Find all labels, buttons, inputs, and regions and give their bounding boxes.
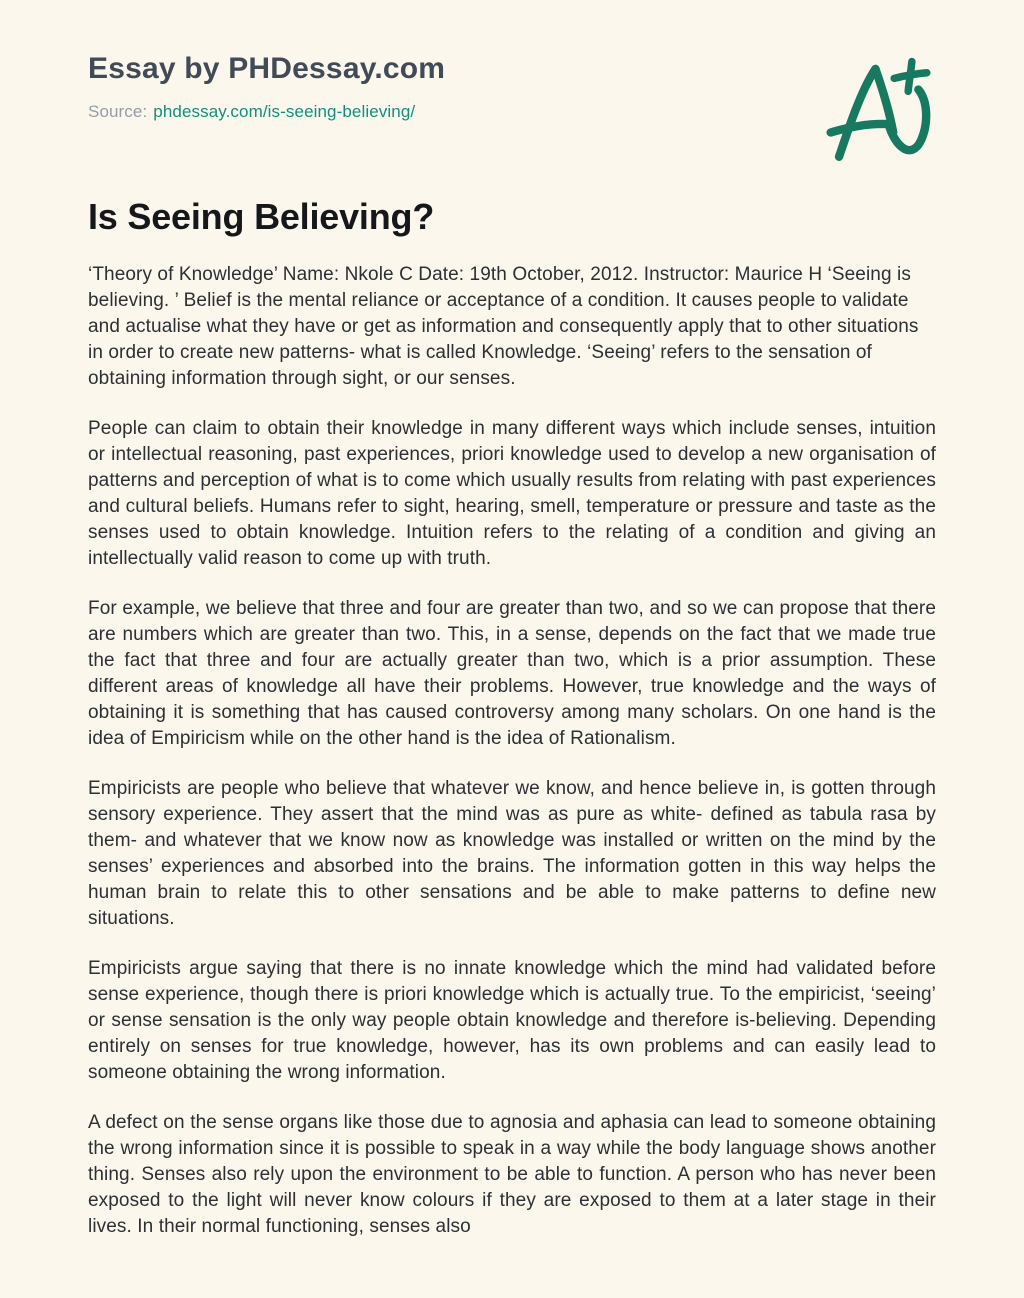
essay-paragraph: For example, we believe that three and four are greater than two, and so we can propose that there are numbers which are greater than two. This, in a sense, depends on the fact that we made true the fact that three and four are actually greater than two, which is a prior assumption. These different areas of knowledge all have their problems. However, true knowledge and the ways of obtaining it is something that has caused controversy among many scholars. On one hand is the idea of Empiricism while on the other hand is the idea of Rationalism. bbox=[88, 598, 936, 749]
essay-paragraph: People can claim to obtain their knowledge in many different ways which include senses, intuition or intellectual reasoning, past experiences, priori knowledge used to develop a new organisation of patterns and perception of what is to come which usually results from relating with past experiences and cultural beliefs. Humans refer to sight, hearing, smell, temperature or pressure and taste as the senses used to obtain knowledge. Intuition refers to the relating of a condition and giving an intellectually valid reason to come up with truth. bbox=[88, 418, 936, 569]
source-label: Source: bbox=[88, 102, 148, 121]
essay-paragraph: Empiricists argue saying that there is no innate knowledge which the mind had validated before sense experience, though there is priori knowledge which is actually true. To the empiricist, ‘seeing’ or sense sensation is the only way people obtain knowledge and therefore is-believing. Depending entirely on senses for true knowledge, however, has its own problems and can easily lead to someone obtaining the wrong information. bbox=[88, 958, 936, 1083]
page-header bbox=[88, 52, 936, 122]
header-title: Essay by PHDessay.com bbox=[88, 52, 446, 85]
essay-paragraph: ‘Theory of Knowledge’ Name: Nkole C Date: 19th October, 2012. Instructor: Maurice H ‘Seeing is believing. ’ Belief is the mental reliance or acceptance of a condition. It causes people to validate and actualise what they have or get as information and consequently apply that to other situations in order to create new patterns- what is called Knowledge. ‘Seeing’ refers to the sensation of obtaining information through sight, or our senses. bbox=[88, 264, 919, 389]
essay-paragraph: Empiricists are people who believe that whatever we know, and hence believe in, is gotten through sensory experience. They assert that the mind was as pure as white- defined as tabula rasa by them- and whatever that we know now as knowledge was installed or written on the mind by the senses’ experiences and absorbed into the brains. The information gotten in this way helps the human brain to relate this to other sensations and be able to make patterns to define new situations. bbox=[88, 778, 936, 929]
source-row bbox=[88, 102, 936, 122]
essay-title: Is Seeing Believing? bbox=[88, 196, 435, 237]
essay-body bbox=[88, 262, 936, 1240]
source-link[interactable]: phdessay.com/is-seeing-believing/ bbox=[153, 102, 416, 121]
phdessay-a-plus-logo-icon bbox=[826, 50, 938, 172]
essay-paragraph: A defect on the sense organs like those due to agnosia and aphasia can lead to someone obtaining the wrong information since it is possible to speak in a way while the body language shows another thing. Senses also rely upon the environment to be able to function. A person who has never been exposed to the light will never know colours if they are exposed to them at a later stage in their lives. In their normal functioning, senses also bbox=[88, 1112, 936, 1237]
